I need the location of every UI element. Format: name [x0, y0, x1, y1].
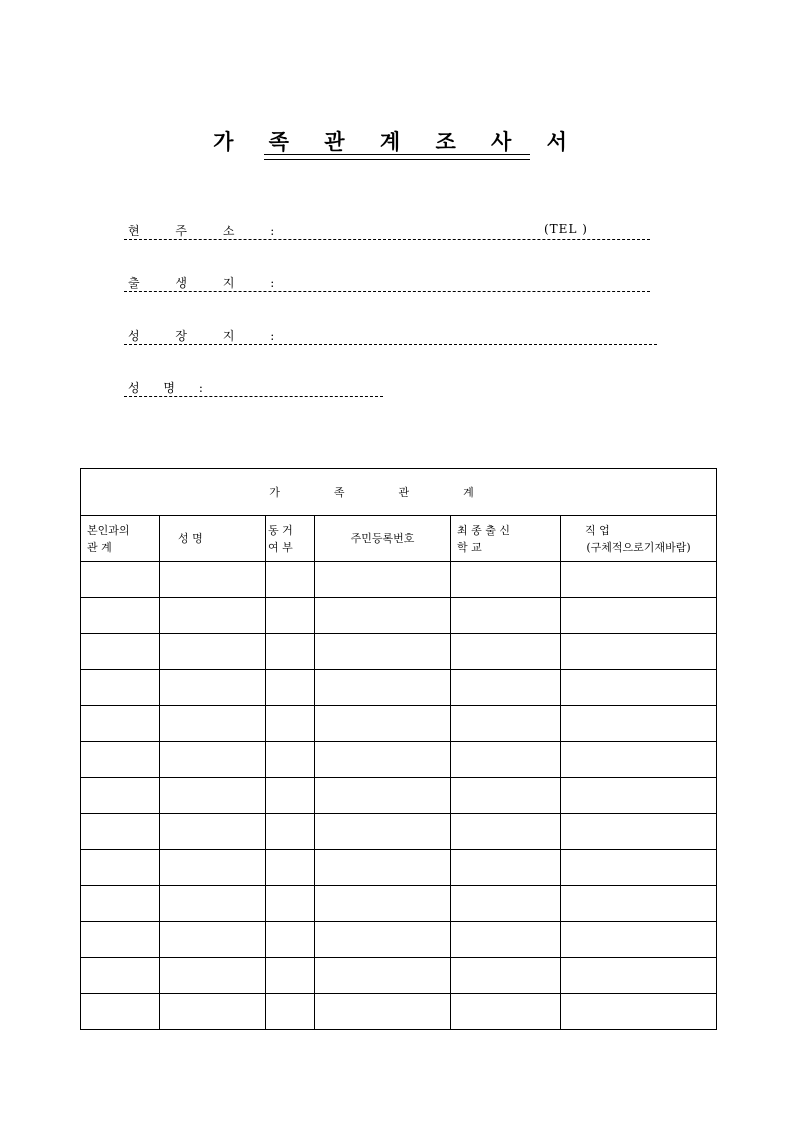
cell-resident-no[interactable]: [315, 670, 451, 706]
cell-relation[interactable]: [81, 778, 160, 814]
family-relations-table: [80, 468, 717, 1030]
cell-relation[interactable]: [81, 742, 160, 778]
cell-resident-no[interactable]: [315, 562, 451, 598]
cell-job[interactable]: [561, 850, 717, 886]
cell-relation[interactable]: [81, 886, 160, 922]
cell-resident-no[interactable]: [315, 598, 451, 634]
cell-cohabit[interactable]: [266, 742, 315, 778]
cell-name[interactable]: [160, 706, 266, 742]
cell-cohabit[interactable]: [266, 598, 315, 634]
table-title-row: [81, 469, 717, 516]
cell-cohabit[interactable]: [266, 670, 315, 706]
cell-resident-no[interactable]: [315, 814, 451, 850]
cell-job[interactable]: [561, 778, 717, 814]
cell-school[interactable]: [451, 562, 561, 598]
cell-name[interactable]: [160, 958, 266, 994]
cell-resident-no[interactable]: [315, 994, 451, 1030]
cell-resident-no[interactable]: [315, 886, 451, 922]
cell-school[interactable]: [451, 778, 561, 814]
cell-school[interactable]: [451, 598, 561, 634]
table-row: [81, 778, 717, 814]
hometown-underline: [124, 344, 657, 345]
cell-relation[interactable]: [81, 598, 160, 634]
col-name: [160, 516, 266, 562]
cell-name[interactable]: [160, 778, 266, 814]
cell-school[interactable]: [451, 706, 561, 742]
table-row: [81, 598, 717, 634]
col-relation: [81, 516, 160, 562]
cell-cohabit[interactable]: [266, 850, 315, 886]
cell-school[interactable]: [451, 742, 561, 778]
cell-cohabit[interactable]: [266, 706, 315, 742]
cell-relation[interactable]: [81, 958, 160, 994]
col-school-line2: 학 교: [457, 540, 482, 554]
table-row: [81, 994, 717, 1030]
cell-relation[interactable]: [81, 850, 160, 886]
cell-job[interactable]: [561, 922, 717, 958]
cell-cohabit[interactable]: [266, 994, 315, 1030]
cell-school[interactable]: [451, 670, 561, 706]
col-resident-no-label: 주민등록번호: [350, 532, 415, 545]
table-row: [81, 958, 717, 994]
cell-name[interactable]: [160, 598, 266, 634]
cell-name[interactable]: [160, 814, 266, 850]
cell-job[interactable]: [561, 562, 717, 598]
cell-name[interactable]: [160, 742, 266, 778]
title-double-underline: [264, 154, 530, 160]
birthplace-label: 출 생 지 :: [128, 276, 291, 290]
cell-name[interactable]: [160, 886, 266, 922]
col-school: [451, 516, 561, 562]
cell-relation[interactable]: [81, 670, 160, 706]
cell-job[interactable]: [561, 886, 717, 922]
cell-relation[interactable]: [81, 634, 160, 670]
cell-cohabit[interactable]: [266, 886, 315, 922]
cell-job[interactable]: [561, 958, 717, 994]
table-row: [81, 634, 717, 670]
cell-resident-no[interactable]: [315, 634, 451, 670]
cell-job[interactable]: [561, 634, 717, 670]
cell-school[interactable]: [451, 634, 561, 670]
col-school-line1: 최 종 출 신: [457, 523, 510, 537]
cell-school[interactable]: [451, 850, 561, 886]
cell-job[interactable]: [561, 994, 717, 1030]
table-row: [81, 706, 717, 742]
col-name-label: 성 명: [178, 532, 203, 545]
table-row: [81, 922, 717, 958]
cell-relation[interactable]: [81, 994, 160, 1030]
hometown-field[interactable]: [124, 327, 659, 347]
document-title: 가 족 관 계 조 사 서: [213, 129, 581, 154]
cell-name[interactable]: [160, 562, 266, 598]
col-relation-line1: 본인과의: [87, 523, 130, 537]
table-section-title: 가족관계: [81, 469, 717, 516]
cell-cohabit[interactable]: [266, 562, 315, 598]
cell-name[interactable]: [160, 922, 266, 958]
cell-school[interactable]: [451, 958, 561, 994]
birthplace-underline: [124, 291, 650, 292]
col-job-line1: 직 업: [585, 523, 610, 537]
cell-relation[interactable]: [81, 706, 160, 742]
col-resident-no: [315, 516, 451, 562]
col-cohabit: [266, 516, 315, 562]
birthplace-field[interactable]: [124, 274, 654, 294]
table-row: [81, 562, 717, 598]
cell-relation[interactable]: [81, 814, 160, 850]
cell-job[interactable]: [561, 814, 717, 850]
cell-school[interactable]: [451, 922, 561, 958]
name-underline: [124, 396, 383, 397]
cell-cohabit[interactable]: [266, 958, 315, 994]
col-cohabit-line2: 여 부: [268, 540, 293, 554]
cell-job[interactable]: [561, 598, 717, 634]
table-header-row: [81, 516, 717, 562]
cell-resident-no[interactable]: [315, 706, 451, 742]
table-row: [81, 886, 717, 922]
cell-job[interactable]: [561, 742, 717, 778]
table-row: [81, 670, 717, 706]
table-row: [81, 742, 717, 778]
col-job-line2: (구체적으로기재바람): [586, 540, 691, 554]
cell-resident-no[interactable]: [315, 922, 451, 958]
cell-name[interactable]: [160, 850, 266, 886]
name-field[interactable]: [124, 379, 386, 399]
tel-label: (TEL ): [544, 222, 588, 236]
cell-school[interactable]: [451, 886, 561, 922]
table-row: [81, 814, 717, 850]
cell-relation[interactable]: [81, 562, 160, 598]
cell-job[interactable]: [561, 670, 717, 706]
cell-school[interactable]: [451, 814, 561, 850]
cell-cohabit[interactable]: [266, 778, 315, 814]
cell-resident-no[interactable]: [315, 778, 451, 814]
cell-name[interactable]: [160, 994, 266, 1030]
address-underline: [124, 239, 650, 240]
address-label: 현 주 소 :: [128, 224, 291, 238]
cell-name[interactable]: [160, 670, 266, 706]
name-label: 성 명 :: [128, 381, 213, 395]
cell-resident-no[interactable]: [315, 958, 451, 994]
cell-relation[interactable]: [81, 922, 160, 958]
address-field[interactable]: [124, 222, 654, 242]
col-job: [561, 516, 717, 562]
col-cohabit-line1: 동 거: [268, 523, 293, 537]
cell-cohabit[interactable]: [266, 634, 315, 670]
hometown-label: 성 장 지 :: [128, 329, 291, 343]
cell-resident-no[interactable]: [315, 742, 451, 778]
cell-name[interactable]: [160, 634, 266, 670]
col-relation-line2: 관 계: [87, 540, 112, 554]
cell-school[interactable]: [451, 994, 561, 1030]
cell-cohabit[interactable]: [266, 922, 315, 958]
cell-job[interactable]: [561, 706, 717, 742]
cell-resident-no[interactable]: [315, 850, 451, 886]
table-row: [81, 850, 717, 886]
cell-cohabit[interactable]: [266, 814, 315, 850]
